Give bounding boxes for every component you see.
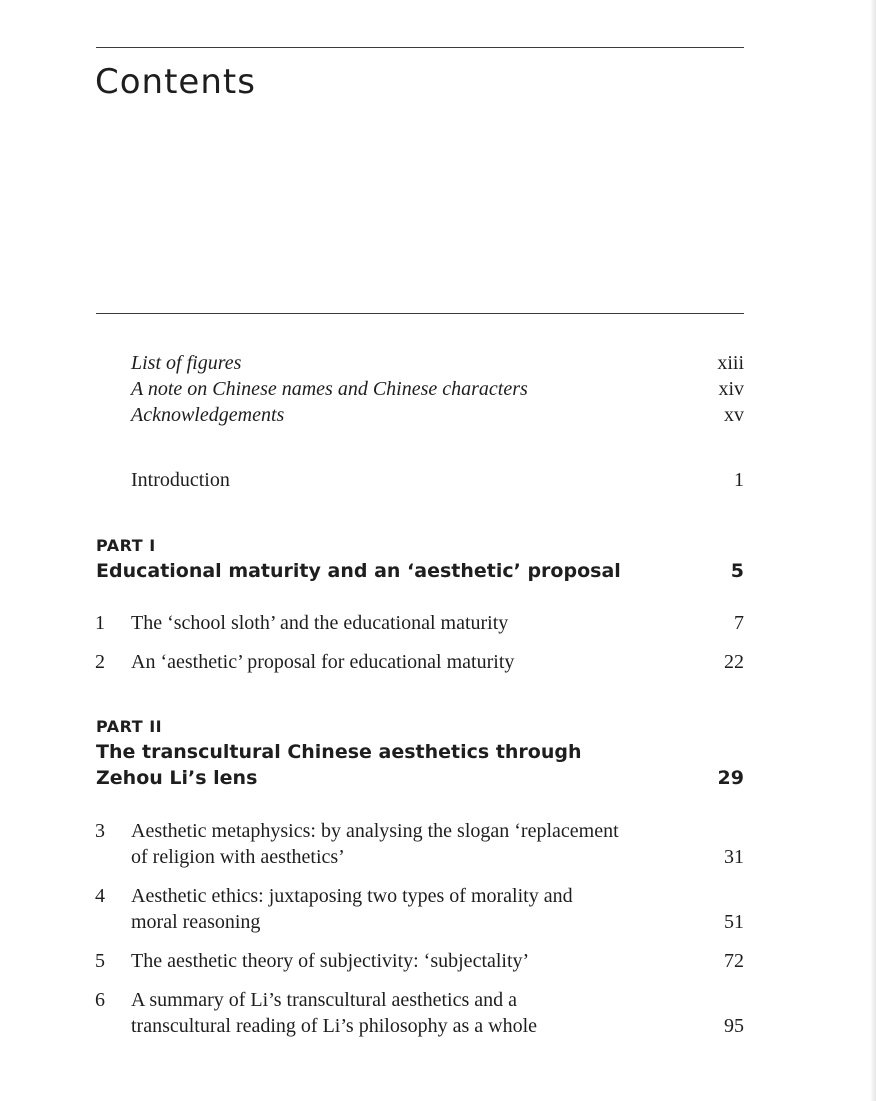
part-title[interactable]: [96, 558, 744, 584]
top-rule: [96, 47, 744, 48]
chapter-page: 31: [724, 846, 744, 868]
chapter-title-line: Aesthetic metaphysics: by analysing the slogan ‘replacement: [131, 820, 619, 842]
chapter-title-line: The ‘school sloth’ and the educational maturity: [131, 612, 509, 634]
page-title: Contents: [95, 62, 256, 102]
chapter-title-line: The aesthetic theory of subjectivity: ‘subjectality’: [131, 950, 530, 972]
toc-chapter-3[interactable]: [95, 818, 744, 844]
part-title-line: The transcultural Chinese aesthetics through: [96, 741, 582, 763]
chapter-page: 51: [724, 911, 744, 933]
chapter-number: 2: [95, 651, 105, 673]
chapter-number: 5: [95, 950, 105, 972]
chapter-title-line: An ‘aesthetic’ proposal for educational maturity: [131, 651, 515, 673]
part-page: 29: [717, 767, 744, 789]
chapter-number: 1: [95, 612, 105, 634]
toc-entry-page: xiii: [717, 352, 744, 374]
toc-chapter-2[interactable]: [95, 649, 744, 675]
toc-chapter-4-continued[interactable]: [131, 909, 744, 935]
contents-rule: [96, 313, 744, 314]
toc-chapter-6[interactable]: [95, 987, 744, 1013]
chapter-page: 22: [724, 651, 744, 673]
toc-entry-title: List of figures: [131, 352, 242, 374]
toc-entry-introduction[interactable]: [131, 467, 744, 493]
part-title-continued[interactable]: [96, 765, 744, 791]
chapter-title-line: Aesthetic ethics: juxtaposing two types of morality and: [131, 885, 573, 907]
part-title-line: Educational maturity and an ‘aesthetic’ proposal: [96, 560, 621, 582]
toc-chapter-4[interactable]: [95, 883, 744, 909]
toc-entry-list-of-figures[interactable]: [131, 350, 744, 376]
chapter-number: 6: [95, 989, 105, 1011]
part-page: 5: [730, 560, 744, 582]
part-title[interactable]: [96, 739, 744, 765]
toc-chapter-1[interactable]: [95, 610, 744, 636]
chapter-title-line: moral reasoning: [131, 911, 261, 933]
toc-entry-acknowledgements[interactable]: [131, 402, 744, 428]
part-title-line: Zehou Li’s lens: [96, 767, 258, 789]
chapter-title-line: A summary of Li’s transcultural aesthetics and a: [131, 989, 518, 1011]
chapter-number: 4: [95, 885, 105, 907]
toc-entry-note-on-names[interactable]: [131, 376, 744, 402]
chapter-page: 72: [724, 950, 744, 972]
chapter-page: 7: [734, 612, 744, 634]
part-label: PART II: [96, 717, 163, 736]
toc-chapter-6-continued[interactable]: [131, 1013, 744, 1039]
chapter-title-line: transcultural reading of Li’s philosophy as a whole: [131, 1015, 538, 1037]
toc-chapter-3-continued[interactable]: [131, 844, 744, 870]
part-label: PART I: [96, 536, 156, 555]
chapter-page: 95: [724, 1015, 744, 1037]
toc-entry-page: 1: [734, 469, 744, 491]
toc-entry-title: Acknowledgements: [131, 404, 285, 426]
chapter-title-line: of religion with aesthetics’: [131, 846, 345, 868]
toc-entry-page: xv: [724, 404, 744, 426]
toc-entry-title: Introduction: [131, 469, 230, 491]
page-edge-shadow: [870, 0, 876, 1101]
toc-entry-page: xiv: [718, 378, 744, 400]
toc-chapter-5[interactable]: [95, 948, 744, 974]
chapter-number: 3: [95, 820, 105, 842]
toc-entry-title: A note on Chinese names and Chinese characters: [131, 378, 528, 400]
